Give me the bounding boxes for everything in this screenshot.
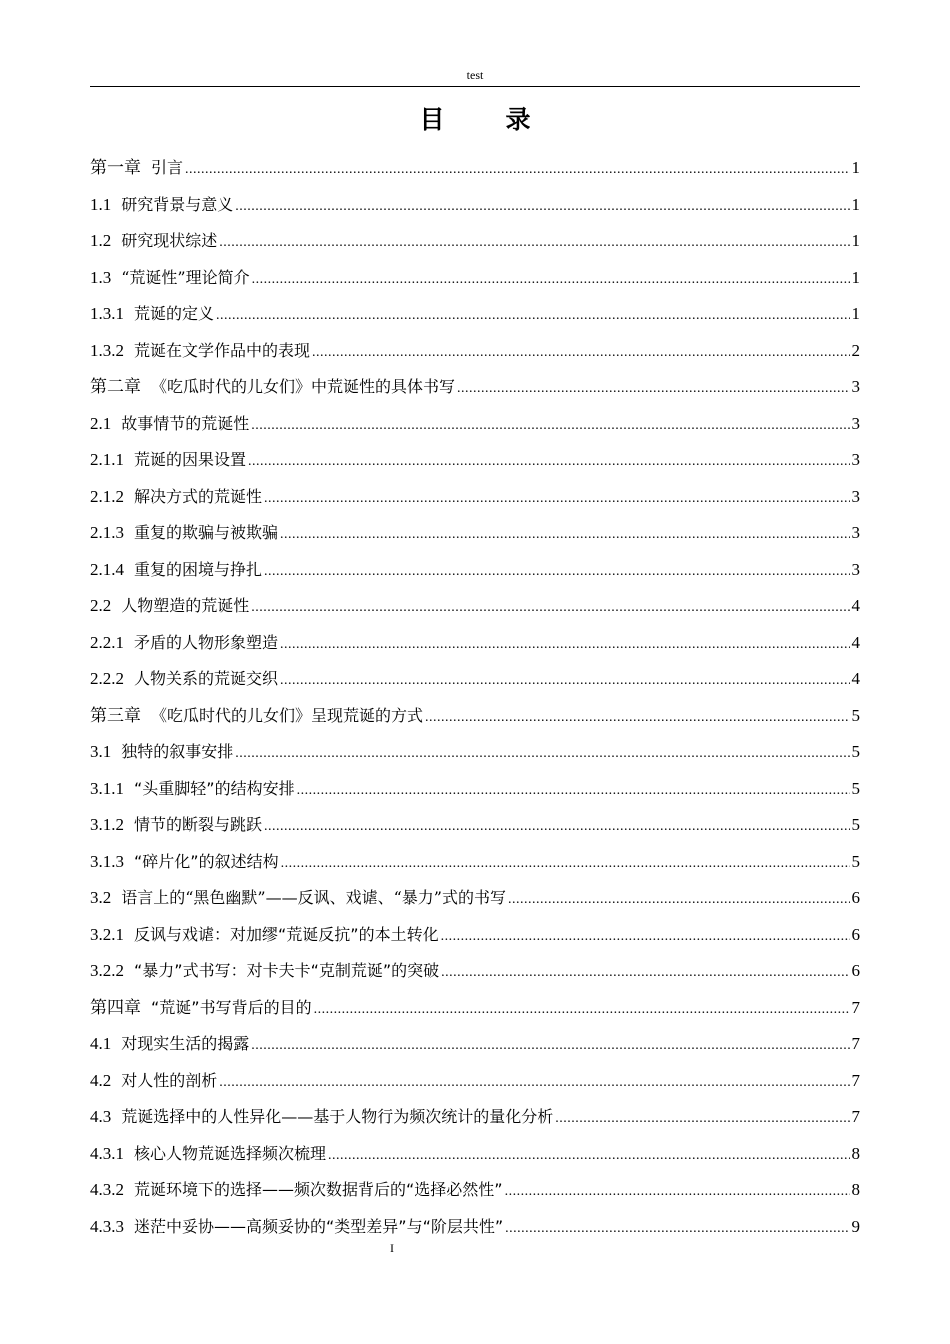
toc-entry[interactable] <box>90 1099 860 1136</box>
toc-entry-page: 7 <box>851 1107 860 1126</box>
toc-dot-leader <box>281 846 850 883</box>
toc-entry-page: 3 <box>851 377 860 396</box>
toc-dot-leader <box>505 1174 850 1211</box>
toc-entry-title: 迷茫中妥协——高频妥协的“类型差异”与“阶层共性” <box>134 1216 504 1236</box>
toc-entry[interactable] <box>90 1136 860 1173</box>
toc-entry-number: 4.3.1 <box>90 1143 124 1163</box>
toc-entry-title: 反讽与戏谑：对加缪“荒诞反抗”的本土转化 <box>134 924 439 944</box>
toc-dot-leader <box>264 481 849 518</box>
toc-entry-page: 3 <box>851 559 860 579</box>
toc-entry-title: “暴力”式书写：对卡夫卡“克制荒诞”的突破 <box>134 961 440 980</box>
toc-entry-number: 2.2 <box>90 596 112 615</box>
toc-entry[interactable] <box>90 187 860 224</box>
toc-entry[interactable] <box>90 661 860 698</box>
toc-dot-leader <box>235 189 849 226</box>
toc-entry-title: 情节的断裂与跳跃 <box>134 815 263 834</box>
toc-entry-title: 独特的叙事安排 <box>121 742 234 761</box>
toc-entry[interactable] <box>90 698 860 735</box>
toc-entry-page: 1 <box>851 158 860 177</box>
toc-entry-number: 2.1 <box>90 413 112 433</box>
toc-entry[interactable] <box>90 442 860 479</box>
toc-entry-page: 3 <box>851 450 860 469</box>
toc-entry-title: 《吃瓜时代的儿女们》呈现荒诞的方式 <box>151 705 424 725</box>
toc-entry[interactable] <box>90 771 860 808</box>
toc-entry-number: 4.3 <box>90 1107 112 1126</box>
toc-entry-number: 4.1 <box>90 1034 112 1053</box>
toc-entry[interactable] <box>90 150 860 187</box>
toc-entry[interactable] <box>90 1209 860 1246</box>
toc-entry-number: 3.1.2 <box>90 815 124 834</box>
toc-entry-title: 矛盾的人物形象塑造 <box>134 632 279 652</box>
toc-entry-number: 第一章 <box>90 158 141 177</box>
toc-entry-number: 1.3.1 <box>90 304 124 323</box>
toc-entry-page: 4 <box>851 596 860 615</box>
toc-entry-title: 荒诞在文学作品中的表现 <box>134 340 311 360</box>
toc-entry-number: 第三章 <box>90 705 141 725</box>
toc-entry-title: 重复的欺骗与被欺骗 <box>134 523 279 542</box>
toc-entry-number: 3.1 <box>90 742 112 761</box>
toc-entry-title: “碎片化”的叙述结构 <box>134 851 279 871</box>
toc-entry-title: 《吃瓜时代的儿女们》中荒诞性的具体书写 <box>151 377 456 396</box>
toc-entry-page: 1 <box>851 267 860 287</box>
toc-entry-page: 6 <box>851 924 860 944</box>
toc-entry-number: 4.2 <box>90 1070 112 1090</box>
toc-dot-leader <box>219 225 849 262</box>
toc-entry-number: 1.2 <box>90 231 112 250</box>
toc-entry-title: 研究背景与意义 <box>121 194 234 214</box>
toc-entry-number: 2.1.3 <box>90 523 124 542</box>
toc-entry-page: 1 <box>851 231 860 250</box>
toc-entry-page: 7 <box>851 1034 860 1053</box>
toc-dot-leader <box>252 262 850 299</box>
page-header: test <box>466 68 484 82</box>
toc-dot-leader <box>508 882 850 919</box>
toc-entry-number: 1.1 <box>90 194 112 214</box>
toc-dot-leader <box>185 152 849 189</box>
toc-entry-title: “荒诞性”理论简介 <box>121 267 250 287</box>
toc-entry-page: 1 <box>851 194 860 214</box>
toc-entry-page: 3 <box>851 523 860 542</box>
toc-entry[interactable] <box>90 1172 860 1209</box>
toc-entry-title: 荒诞选择中的人性异化——基于人物行为频次统计的量化分析 <box>121 1107 554 1126</box>
toc-entry-title: 对现实生活的揭露 <box>121 1034 250 1053</box>
toc-entry[interactable] <box>90 953 860 990</box>
toc-entry-number: 第二章 <box>90 377 141 396</box>
toc-entry[interactable] <box>90 734 860 771</box>
header-divider <box>90 86 860 87</box>
toc-entry-title: 人物塑造的荒诞性 <box>121 596 250 615</box>
toc-entry-page: 8 <box>851 1143 860 1163</box>
toc-entry-number: 3.1.1 <box>90 778 124 798</box>
toc-dot-leader <box>280 627 849 664</box>
toc-entry-number: 4.3.2 <box>90 1180 124 1199</box>
toc-dot-leader <box>251 590 849 627</box>
toc-entry-title: “头重脚轻”的结构安排 <box>134 778 295 798</box>
toc-entry-title: 解决方式的荒诞性 <box>134 486 263 506</box>
toc-dot-leader <box>312 335 849 372</box>
toc-entry[interactable] <box>90 552 860 589</box>
toc-entry-page: 5 <box>851 742 860 761</box>
toc-dot-leader <box>235 736 849 773</box>
toc-entry-number: 3.2.1 <box>90 924 124 944</box>
toc-entry-number: 2.1.4 <box>90 559 124 579</box>
toc-entry-page: 4 <box>851 669 860 688</box>
toc-entry-number: 第四章 <box>90 997 141 1017</box>
toc-entry[interactable] <box>90 880 860 917</box>
toc-entry[interactable] <box>90 333 860 370</box>
toc-entry-title: 人物关系的荒诞交织 <box>134 669 279 688</box>
toc-dot-leader <box>251 1028 849 1065</box>
toc-entry-page: 3 <box>851 486 860 506</box>
toc-title: 目 录 <box>419 105 549 134</box>
toc-dot-leader <box>216 298 849 335</box>
toc-entry-title: 荒诞的因果设置 <box>134 450 247 469</box>
toc-entry-page: 1 <box>851 304 860 323</box>
toc-entry-title: 故事情节的荒诞性 <box>121 413 250 433</box>
toc-entry-page: 5 <box>851 851 860 871</box>
toc-entry-number: 1.3.2 <box>90 340 124 360</box>
toc-entry-title: 研究现状综述 <box>121 231 218 250</box>
toc-entry[interactable] <box>90 990 860 1027</box>
toc-dot-leader <box>280 517 849 554</box>
toc-dot-leader <box>555 1101 849 1138</box>
toc-entry-page: 8 <box>851 1180 860 1199</box>
toc-entry-page: 7 <box>851 997 860 1017</box>
toc-entry-page: 9 <box>851 1216 860 1236</box>
toc-entry-page: 6 <box>851 888 860 907</box>
toc-entry-number: 4.3.3 <box>90 1216 124 1236</box>
toc-entry-title: “荒诞”书写背后的目的 <box>151 997 312 1017</box>
toc-entry[interactable] <box>90 223 860 260</box>
toc-entry-number: 3.1.3 <box>90 851 124 871</box>
toc-entry[interactable] <box>90 296 860 333</box>
toc-dot-leader <box>457 371 849 408</box>
toc-entry-title: 引言 <box>151 158 184 177</box>
toc-entry[interactable] <box>90 369 860 406</box>
toc-entry-page: 5 <box>851 705 860 725</box>
toc-dot-leader <box>314 992 850 1029</box>
toc-entry-page: 4 <box>851 632 860 652</box>
table-of-contents <box>90 150 860 1245</box>
toc-entry[interactable] <box>90 588 860 625</box>
toc-dot-leader <box>264 554 849 591</box>
toc-entry-title: 荒诞环境下的选择——频次数据背后的“选择必然性” <box>134 1180 503 1199</box>
toc-entry[interactable] <box>90 515 860 552</box>
toc-entry-number: 1.3 <box>90 267 112 287</box>
toc-entry-number: 3.2 <box>90 888 112 907</box>
toc-entry[interactable] <box>90 1026 860 1063</box>
toc-dot-leader <box>425 700 849 737</box>
toc-dot-leader <box>248 444 849 481</box>
toc-dot-leader <box>328 1138 849 1175</box>
toc-entry-page: 5 <box>851 815 860 834</box>
toc-entry-page: 6 <box>851 961 860 980</box>
toc-entry-title: 核心人物荒诞选择频次梳理 <box>134 1143 327 1163</box>
toc-entry[interactable] <box>90 625 860 662</box>
toc-entry-page: 5 <box>851 778 860 798</box>
toc-entry[interactable] <box>90 260 860 297</box>
toc-dot-leader <box>264 809 849 846</box>
toc-entry-title: 重复的困境与挣扎 <box>134 559 263 579</box>
toc-entry[interactable] <box>90 807 860 844</box>
toc-entry[interactable] <box>90 1063 860 1100</box>
toc-entry-title: 荒诞的定义 <box>134 304 215 323</box>
page-number: I <box>390 1241 394 1255</box>
toc-dot-leader <box>441 955 849 992</box>
toc-entry-number: 2.2.2 <box>90 669 124 688</box>
toc-entry[interactable] <box>90 844 860 881</box>
toc-entry[interactable] <box>90 479 860 516</box>
toc-entry-number: 2.1.2 <box>90 486 124 506</box>
toc-entry-page: 3 <box>851 413 860 433</box>
toc-entry-title: 语言上的“黑色幽默”——反讽、戏谑、“暴力”式的书写 <box>121 888 506 907</box>
toc-entry-number: 2.1.1 <box>90 450 124 469</box>
toc-entry-number: 2.2.1 <box>90 632 124 652</box>
toc-entry-page: 2 <box>851 340 860 360</box>
toc-entry[interactable] <box>90 406 860 443</box>
toc-dot-leader <box>441 919 850 956</box>
toc-dot-leader <box>219 1065 849 1102</box>
toc-entry-page: 7 <box>851 1070 860 1090</box>
toc-dot-leader <box>505 1211 849 1248</box>
toc-dot-leader <box>251 408 849 445</box>
toc-dot-leader <box>280 663 849 700</box>
toc-entry[interactable] <box>90 917 860 954</box>
toc-dot-leader <box>297 773 850 810</box>
toc-entry-title: 对人性的剖析 <box>121 1070 218 1090</box>
toc-entry-number: 3.2.2 <box>90 961 124 980</box>
